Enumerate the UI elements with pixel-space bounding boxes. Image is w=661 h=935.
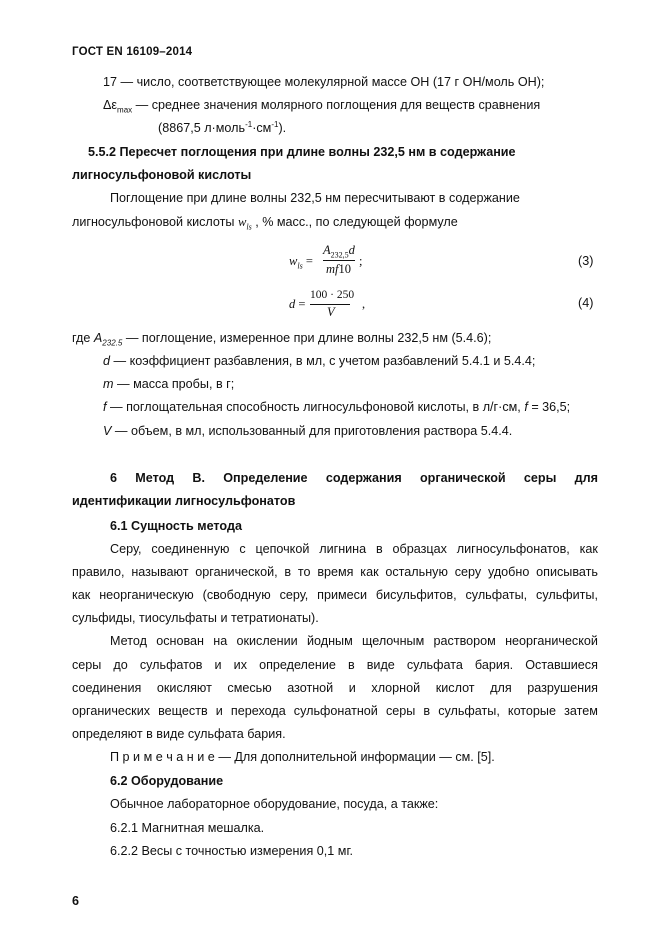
paragraph-6-1-line1: Серу, соединенную с цепочкой лигнина в образцах лигносульфонатов, как xyxy=(110,542,598,556)
where-A232: где $A_{232.5}$ — поглощение, измеренное при длине волны 232,5 нм (5.4.6); xyxy=(72,331,492,348)
paragraph-6-1-line4: сульфиды, тиосульфаты и тетратионаты). xyxy=(72,611,319,625)
definition-delta-epsilon-value: (8867,5 $л\cdot моль^{-1}\cdot см^{-1}$). xyxy=(158,119,287,135)
definition-delta-epsilon: $\Delta\varepsilon_{max}$ — среднее значения молярного поглощения для веществ сравнения xyxy=(103,98,541,115)
where-m: m — масса пробы, в г; xyxy=(103,377,235,391)
paragraph-method-line2: серы до сульфатов и их определение в виде сульфата бария. Оставшиеся xyxy=(72,658,598,672)
note-label: П р и м е ч а н и е xyxy=(110,750,215,764)
section-6-2-2: 6.2.2 Весы с точностью измерения 0,1 мг. xyxy=(110,844,354,858)
definition-17: 17 — число, соответствующее молекулярной массе ОН (17 г ОН/моль ОН); xyxy=(103,75,545,89)
paragraph-method-line5: определяют в виде сульфата бария. xyxy=(72,727,286,741)
where-d: d — коэффициент разбавления, в мл, с учетом разбавлений 5.4.1 и 5.4.4; xyxy=(103,354,536,368)
where-V: V — объем, в мл, использованный для приготовления раствора 5.4.4. xyxy=(103,424,513,438)
paragraph-conversion-line2: лигносульфоновой кислоты $w_{ls}$ , % масс., по следующей формуле xyxy=(72,215,458,232)
section-5-5-2-heading-cont: лигносульфоновой кислоты xyxy=(72,168,252,182)
section-5-5-2-heading: 5.5.2 Пересчет поглощения при длине волны 232,5 нм в содержание xyxy=(88,145,516,159)
paragraph-method-line1: Метод основан на окислении йодным щелочным раствором неорганической xyxy=(110,634,598,648)
paragraph-6-1-line2: правило, называют органической, в то время как остальную серу удобно описывать xyxy=(72,565,598,579)
paragraph-conversion-line1: Поглощение при длине волны 232,5 нм пересчитывают в содержание xyxy=(110,191,520,205)
formula-3: $w_{ls}$ = $A_{232,5}d$ mf10 ; xyxy=(289,243,363,276)
note-text: — Для дополнительной информации — см. [5]. xyxy=(218,750,495,764)
paragraph-6-1-line3: как неорганическую (свободную серу, примеси бисульфитов, сульфаты, сульфиты, xyxy=(72,588,598,602)
page-number: 6 xyxy=(72,894,80,908)
where-f: f — поглощательная способность лигносульфоновой кислоты, в л/г·см, f = 36,5; xyxy=(103,400,571,414)
note xyxy=(110,749,495,765)
section-6-heading: 6 Метод B. Определение содержания органической серы для xyxy=(110,471,598,485)
document-header: ГОСТ EN 16109–2014 xyxy=(72,46,193,58)
paragraph-method-line4: органических веществ и перехода сульфонатной серы в сульфаты, которые затем xyxy=(72,704,598,718)
section-6-1-title: 6.1 Сущность метода xyxy=(110,519,242,533)
formula-4-number: (4) xyxy=(578,296,594,310)
paragraph-method-line3: соединения окисляют смесью азотной и хлорной кислот для разрушения xyxy=(72,681,598,695)
formula-4: d = 100 · 250 V , xyxy=(289,289,366,319)
section-6-heading-cont: идентификации лигносульфонатов xyxy=(72,494,296,508)
section-6-2-intro: Обычное лабораторное оборудование, посуда, а также: xyxy=(110,797,439,811)
formula-3-number: (3) xyxy=(578,254,594,268)
section-6-2-1: 6.2.1 Магнитная мешалка. xyxy=(110,821,265,835)
section-6-2-title: 6.2 Оборудование xyxy=(110,774,224,788)
